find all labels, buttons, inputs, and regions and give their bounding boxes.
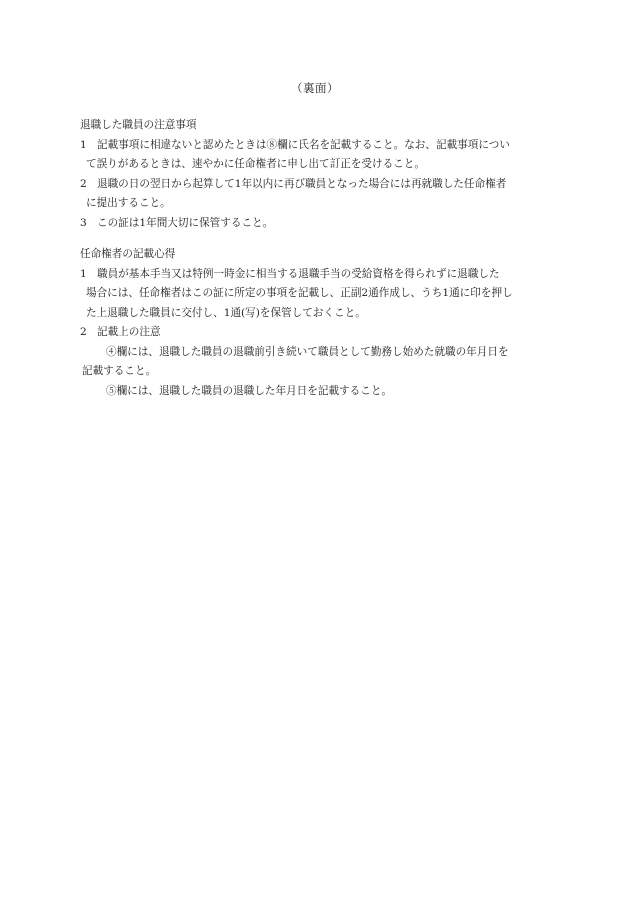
sub-note-text: ⑤欄には、退職した職員の退職した年月日を記載すること。 <box>106 384 393 397</box>
item-text: 職員が基本手当又は特例一時金に相当する退職手当の受給資格を得られずに退職した <box>97 267 500 280</box>
section-retiree-notes <box>80 116 555 233</box>
item-number: 1 <box>80 138 87 151</box>
item-text: に提出すること。 <box>86 197 171 209</box>
item-text: 記載上の注意 <box>97 326 161 338</box>
item-number: 2 <box>80 326 87 338</box>
item-number: 2 <box>80 177 87 190</box>
item-number: 3 <box>80 216 87 229</box>
sub-note-text: 記載すること。 <box>82 365 157 377</box>
item-text: た上退職した職員に交付し、1通(写)を保管しておくこと。 <box>86 306 366 319</box>
item-text: 退職の日の翌日から起算して1年以内に再び職員となった場合には再就職した任命権者 <box>97 177 507 190</box>
item-number: 1 <box>80 267 87 280</box>
sub-note-text: ④欄には、退職した職員の退職前引き続いて職員として勤務し始めた就職の年月日を <box>106 345 509 358</box>
section-heading: 退職した職員の注意事項 <box>80 119 197 131</box>
item-text: この証は1年間大切に保管すること。 <box>97 216 274 229</box>
section-appointer-guidelines <box>80 245 555 401</box>
item-text: 記載事項に相違ないと認めたときは⑧欄に氏名を記載すること。なお、記載事項につい <box>97 138 510 151</box>
sub-note <box>80 343 555 382</box>
list-item <box>80 214 555 234</box>
item-text: 場合には、任命権者はこの証に所定の事項を記載し、正副2通作成し、うち1通に印を押し <box>86 287 513 299</box>
document-title: （裏面） <box>291 81 339 95</box>
item-text: て誤りがあるときは、速やかに任命権者に申し出て訂正を受けること。 <box>86 158 425 170</box>
list-item <box>80 136 555 175</box>
list-item <box>80 323 555 343</box>
list-item <box>80 175 555 214</box>
sub-note <box>80 382 555 402</box>
section-heading: 任命権者の記載心得 <box>80 248 176 260</box>
list-item <box>80 265 555 324</box>
